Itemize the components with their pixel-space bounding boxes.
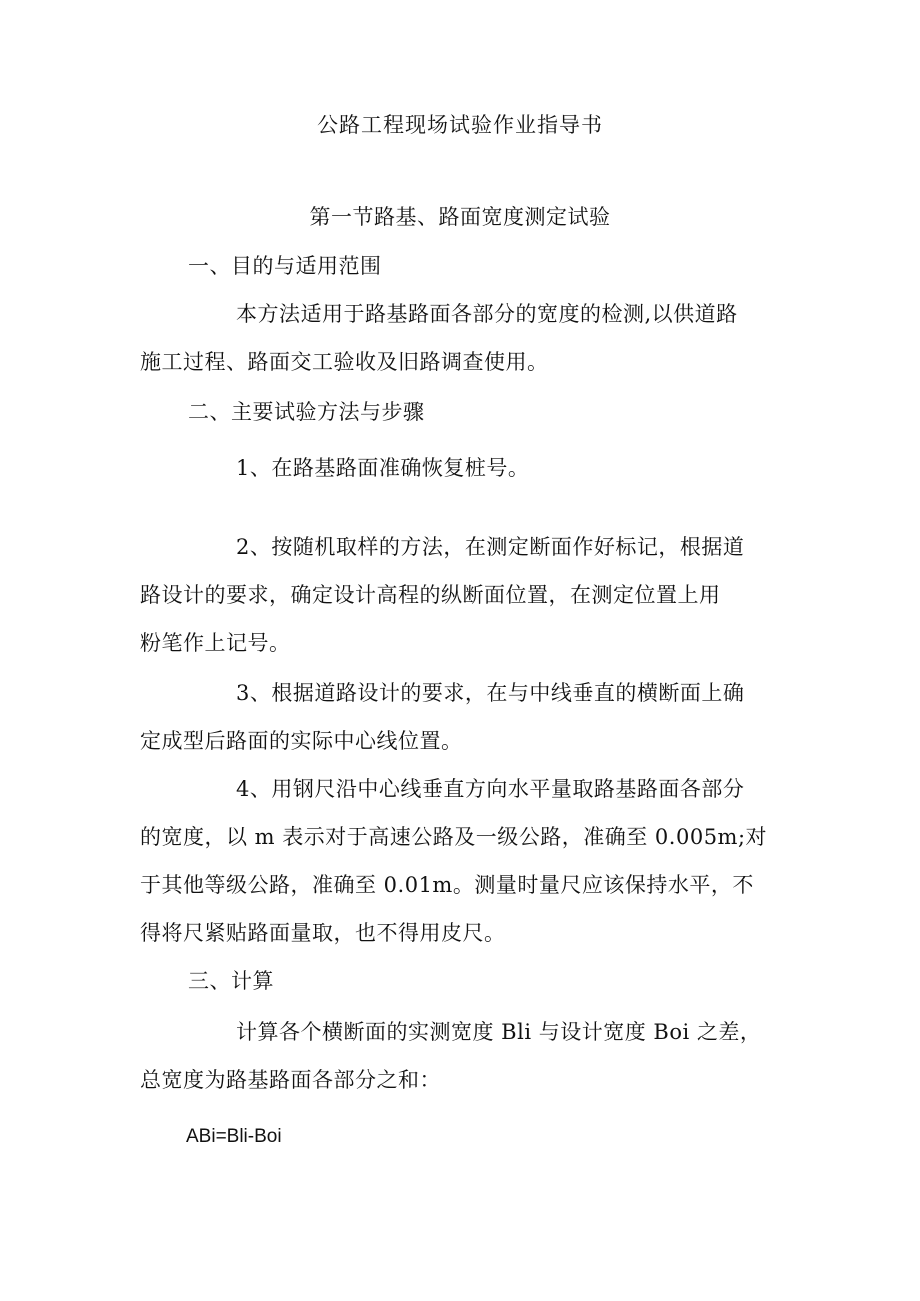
- step-2-line-2: 路设计的要求，确定设计高程的纵断面位置，在测定位置上用: [140, 583, 721, 607]
- step-4-line-4: 得将尺紧贴路面量取，也不得用皮尺。: [140, 921, 506, 945]
- heading-purpose: 一、目的与适用范围: [188, 254, 382, 278]
- para-scope-line-2: 施工过程、路面交工验收及旧路调查使用。: [140, 350, 549, 374]
- step-4-line-3: 于其他等级公路，准确至 0.01m。测量时量尺应该保持水平，不: [140, 873, 754, 897]
- calc-line-1: 计算各个横断面的实测宽度 Bli 与设计宽度 Boi 之差，: [236, 1020, 762, 1044]
- step-3-line-1: 3、根据道路设计的要求，在与中线垂直的横断面上确: [236, 681, 745, 705]
- step-4-line-2: 的宽度，以 m 表示对于高速公路及一级公路，准确至 0.005m;对: [140, 825, 768, 849]
- calc-line-2: 总宽度为路基路面各部分之和：: [140, 1068, 441, 1092]
- document-title: 公路工程现场试验作业指导书: [317, 113, 603, 137]
- step-3-line-2: 定成型后路面的实际中心线位置。: [140, 729, 463, 753]
- formula: ABi=Bli-Boi: [186, 1126, 282, 1147]
- step-4-line-1: 4、用钢尺沿中心线垂直方向水平量取路基路面各部分: [236, 777, 745, 801]
- heading-calculation: 三、计算: [188, 969, 274, 993]
- heading-method: 二、主要试验方法与步骤: [188, 400, 425, 424]
- section-title: 第一节路基、路面宽度测定试验: [309, 205, 611, 229]
- para-scope-line-1: 本方法适用于路基路面各部分的宽度的检测,以供道路: [236, 302, 738, 326]
- step-2-line-3: 粉笔作上记号。: [140, 631, 291, 655]
- step-1: 1、在路基路面准确恢复桩号。: [236, 456, 530, 480]
- step-2-line-1: 2、按随机取样的方法，在测定断面作好标记，根据道: [236, 535, 745, 559]
